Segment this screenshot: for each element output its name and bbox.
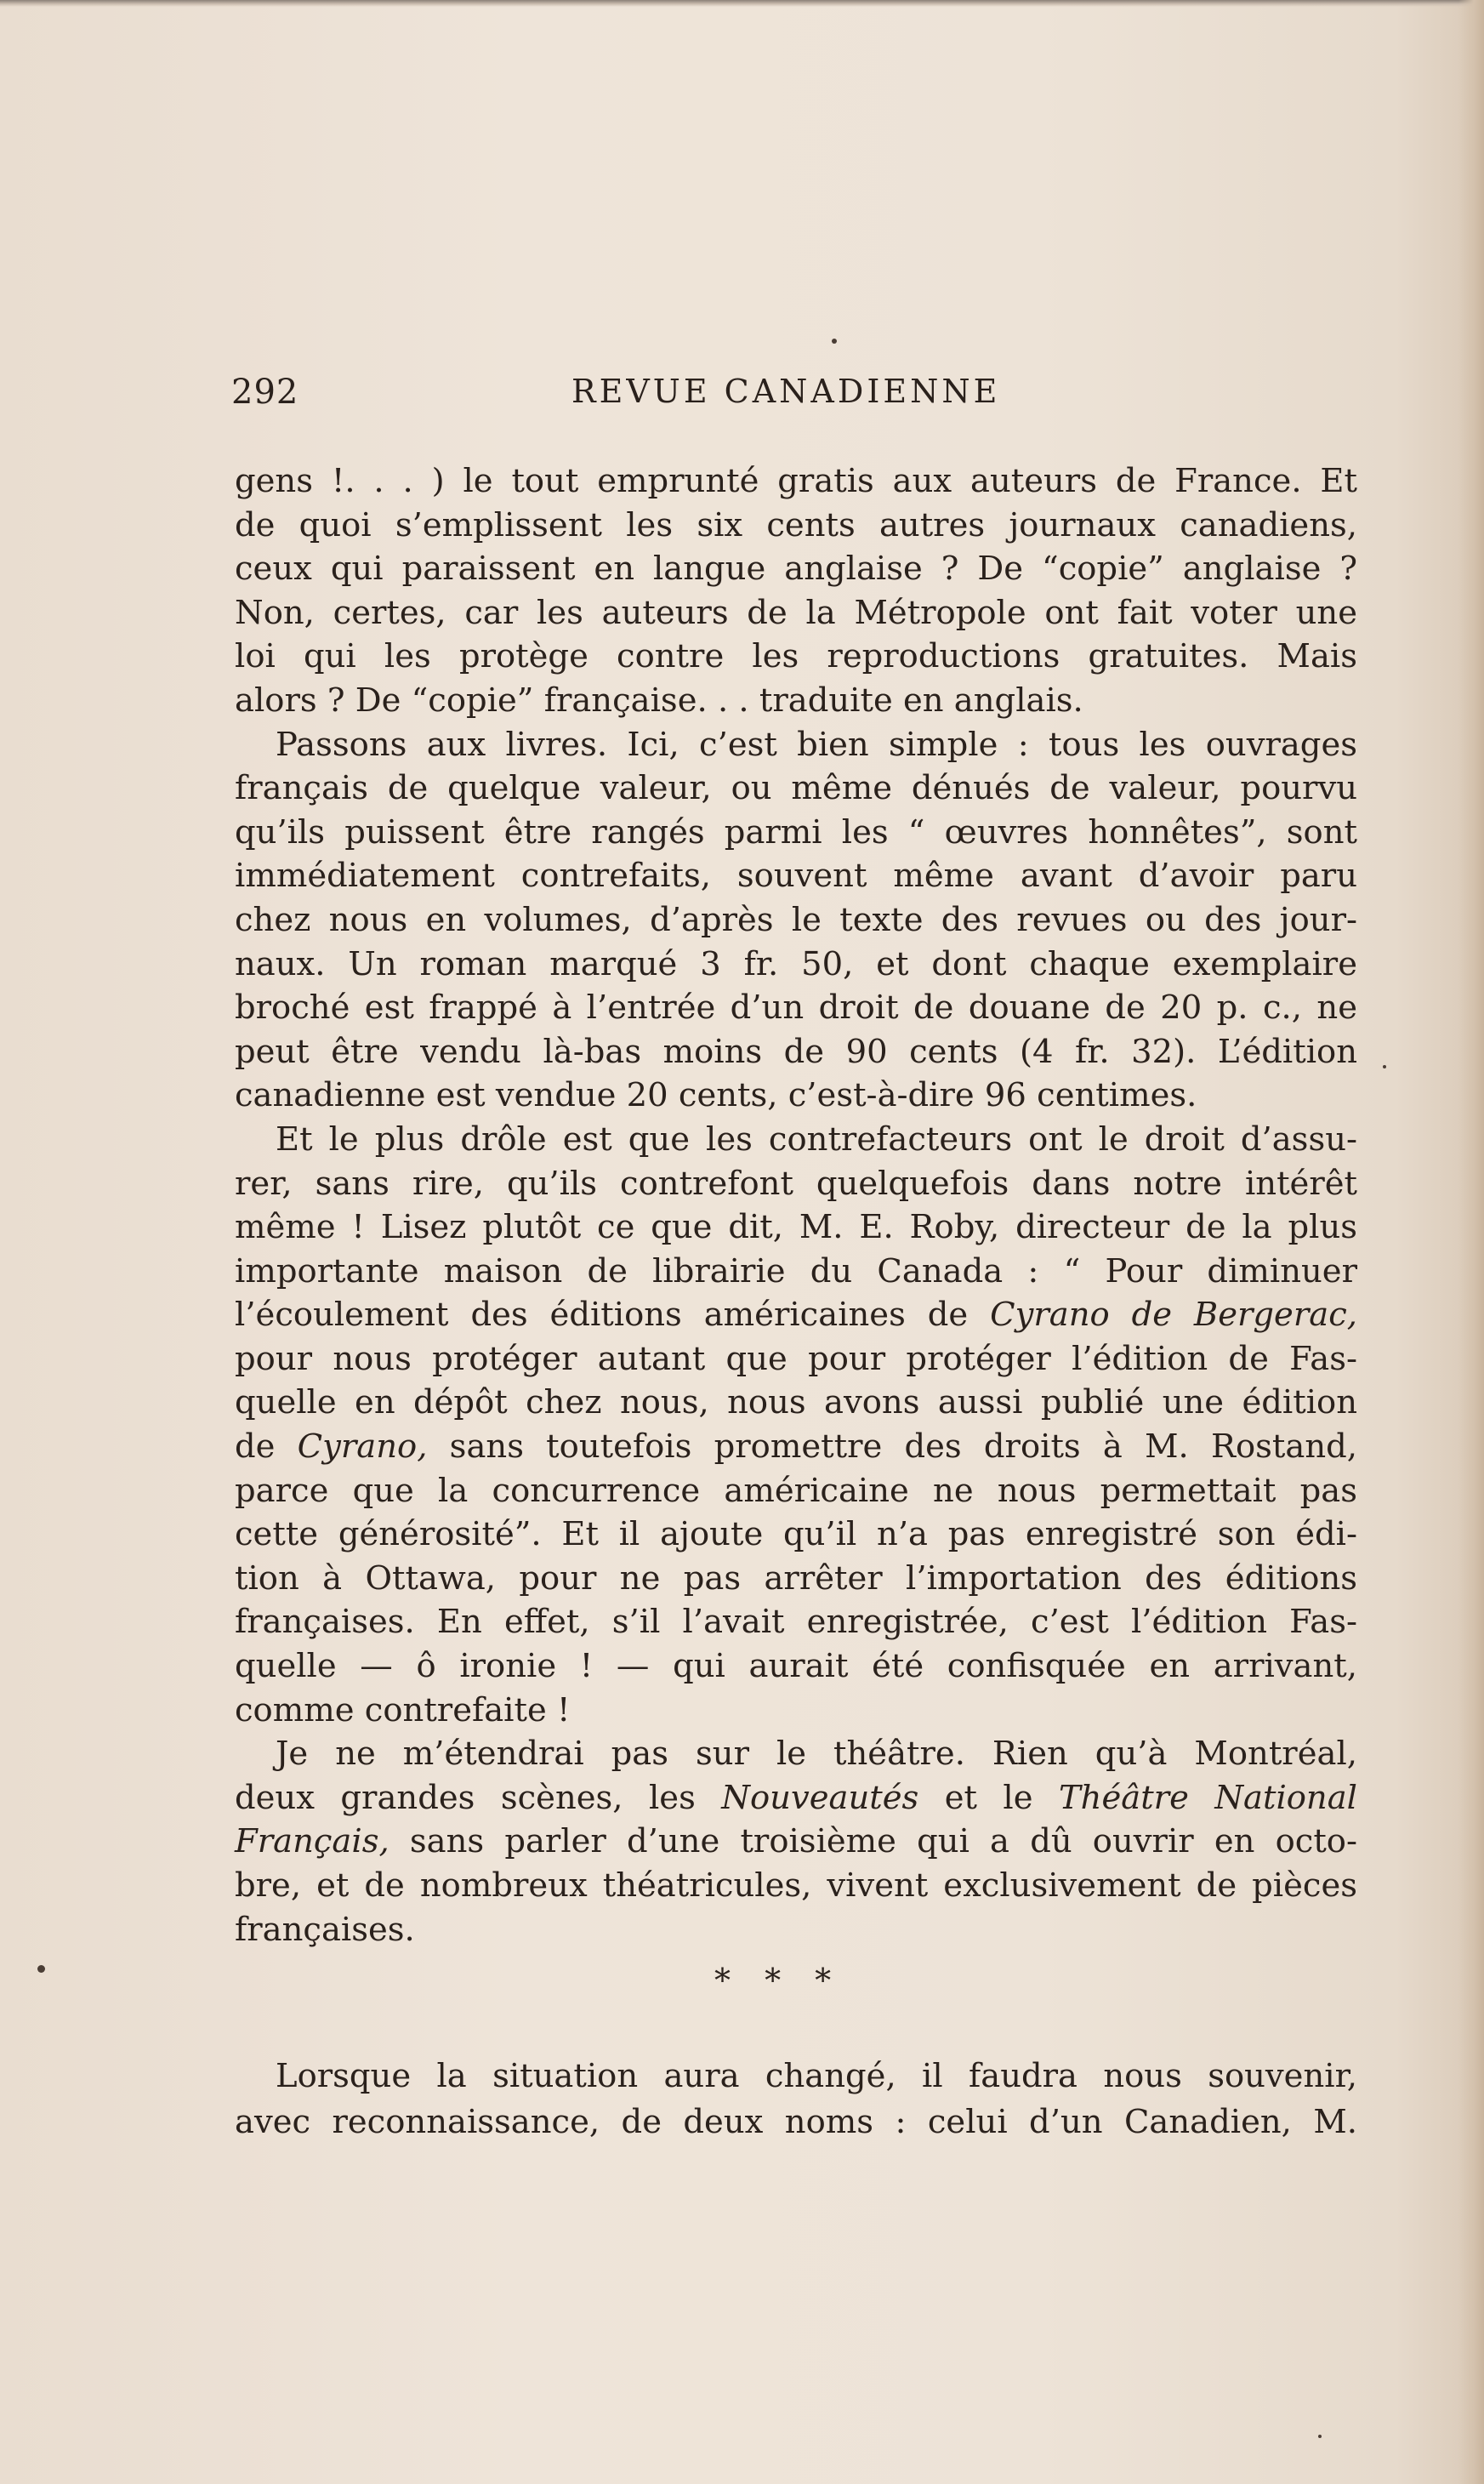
italic-title: Nouveautés bbox=[721, 1778, 919, 1817]
text-line: canadienne est vendue 20 cents, c’est-à-dire 96 centimes. bbox=[235, 1076, 1197, 1115]
text-line: Lorsque la situation aura changé, il faudra nous souvenir, bbox=[276, 2057, 1357, 2095]
paragraph-4 bbox=[235, 1732, 1357, 1951]
text-line: naux. Un roman marqué 3 fr. 50, et dont chaque exemplaire bbox=[235, 944, 1357, 983]
text-run: de bbox=[235, 1427, 298, 1467]
text-line: alors ? De “copie” française. . . traduite en anglais. bbox=[235, 681, 1083, 720]
page-number: 292 bbox=[231, 373, 299, 412]
body-text bbox=[235, 459, 1357, 1951]
text-line: loi qui les protège contre les reproductions gratuites. Mais bbox=[235, 637, 1357, 676]
page-top-edge bbox=[0, 0, 1484, 7]
text-line bbox=[235, 1776, 1357, 1820]
text-line: Et le plus drôle est que les contrefacteurs ont le droit d’assu- bbox=[276, 1120, 1357, 1159]
text-line: ceux qui paraissent en langue anglaise ? De “copie” anglaise ? bbox=[235, 550, 1357, 589]
text-run: sans toutefois promettre des droits à M. Rostand, bbox=[427, 1427, 1358, 1467]
text-run: deux grandes scènes, les bbox=[235, 1778, 722, 1817]
text-line: rer, sans rire, qu’ils contrefont quelquefois dans notre intérêt bbox=[235, 1164, 1357, 1203]
text-line: françaises. bbox=[235, 1910, 415, 1949]
text-line: cette générosité”. Et il ajoute qu’il n’a pas enregistré son édi- bbox=[235, 1515, 1357, 1554]
text-line: immédiatement contrefaits, souvent même avant d’avoir paru bbox=[235, 857, 1357, 896]
text-run: sans parler d’une troisième qui a dû ouvrir en octo- bbox=[389, 1822, 1357, 1861]
paragraph-3 bbox=[235, 1118, 1357, 1732]
italic-title: Théâtre National bbox=[1059, 1778, 1357, 1817]
ink-speck bbox=[37, 1965, 45, 1973]
text-line: Non, certes, car les auteurs de la Métropole ont fait voter une bbox=[235, 593, 1357, 632]
text-line: françaises. En effet, s’il l’avait enregistrée, c’est l’édition Fas- bbox=[235, 1603, 1357, 1642]
text-line: bre, et de nombreux théatricules, vivent exclusivement de pièces bbox=[235, 1866, 1357, 1905]
italic-title: Cyrano de Bergerac, bbox=[990, 1296, 1357, 1335]
text-run: et le bbox=[918, 1778, 1059, 1817]
text-line: chez nous en volumes, d’après le texte des revues ou des jour- bbox=[235, 900, 1357, 939]
page-header bbox=[231, 373, 1371, 424]
text-line: de quoi s’emplissent les six cents autres journaux canadiens, bbox=[235, 505, 1357, 544]
ink-speck bbox=[1383, 1065, 1386, 1068]
text-line: avec reconnaissance, de deux noms : celui d’un Canadien, M. bbox=[235, 2103, 1357, 2141]
text-line: tion à Ottawa, pour ne pas arrêter l’importation des éditions bbox=[235, 1558, 1357, 1598]
text-line: Je ne m’étendrai pas sur le théâtre. Rien qu’à Montréal, bbox=[276, 1735, 1357, 1774]
page-gutter-shadow bbox=[1458, 0, 1484, 2484]
paragraph-1 bbox=[235, 459, 1357, 723]
text-line: comme contrefaite ! bbox=[235, 1690, 571, 1729]
section-separator: * * * bbox=[714, 1962, 844, 1999]
italic-title: Cyrano, bbox=[297, 1427, 428, 1467]
ink-speck bbox=[1318, 2435, 1322, 2438]
text-line bbox=[235, 1425, 1357, 1469]
text-line: broché est frappé à l’entrée d’un droit de douane de 20 p. c., ne bbox=[235, 988, 1357, 1028]
text-line: parce que la concurrence américaine ne nous permettait pas bbox=[235, 1471, 1357, 1510]
text-line: importante maison de librairie du Canada : “ Pour diminuer bbox=[235, 1251, 1357, 1290]
text-run: l’écoulement des éditions américaines de bbox=[235, 1296, 991, 1335]
paragraph-5 bbox=[235, 2054, 1357, 2145]
text-line: Passons aux livres. Ici, c’est bien simple : tous les ouvrages bbox=[276, 725, 1357, 764]
paragraph-2 bbox=[235, 723, 1357, 1118]
text-line: peut être vendu là-bas moins de 90 cents (4 fr. 32). L’édition bbox=[235, 1032, 1357, 1071]
ink-speck bbox=[832, 339, 837, 344]
text-line: qu’ils puissent être rangés parmi les “ œuvres honnêtes”, sont bbox=[235, 812, 1357, 852]
text-line bbox=[235, 1293, 1357, 1337]
text-line: même ! Lisez plutôt ce que dit, M. E. Roby, directeur de la plus bbox=[235, 1208, 1357, 1247]
text-line: quelle en dépôt chez nous, nous avons aussi publié une édition bbox=[235, 1383, 1357, 1422]
italic-title: Français, bbox=[235, 1822, 389, 1861]
text-line bbox=[235, 1820, 1357, 1864]
text-line: français de quelque valeur, ou même dénués de valeur, pourvu bbox=[235, 769, 1357, 808]
running-title: REVUE CANADIENNE bbox=[571, 373, 1001, 410]
text-line: gens !. . . ) le tout emprunté gratis aux auteurs de France. Et bbox=[235, 462, 1357, 500]
text-line: pour nous protéger autant que pour protéger l’édition de Fas- bbox=[235, 1339, 1357, 1378]
text-line: quelle — ô ironie ! — qui aurait été confisquée en arrivant, bbox=[235, 1647, 1357, 1686]
